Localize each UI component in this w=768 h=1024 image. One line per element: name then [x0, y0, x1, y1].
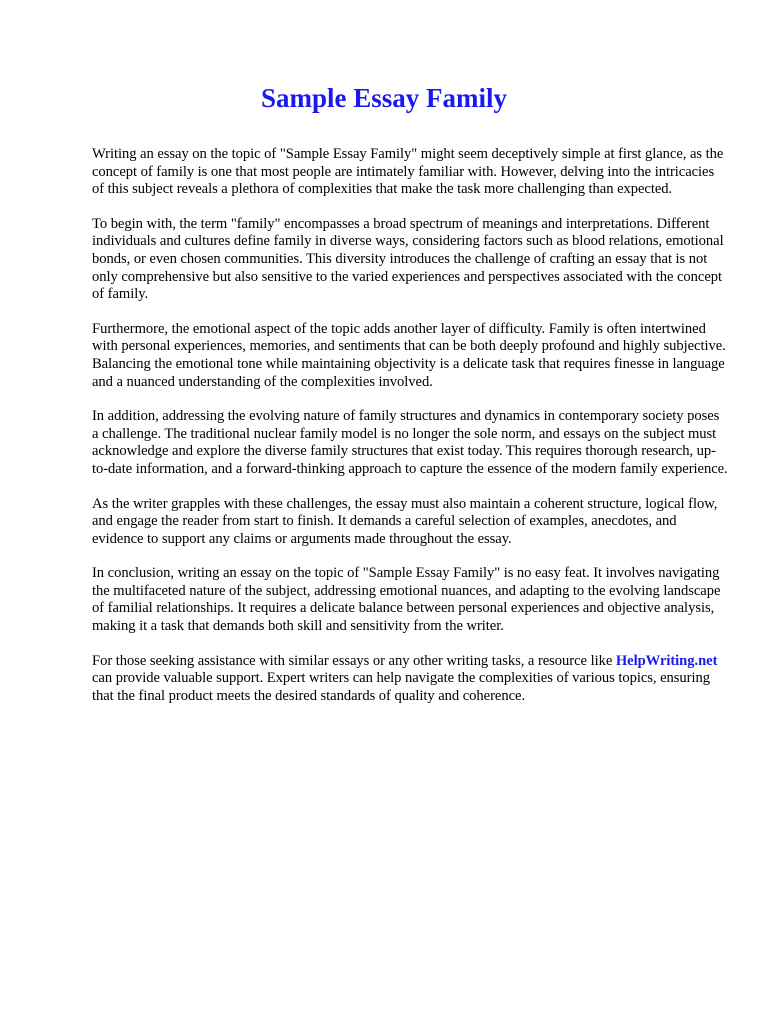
paragraph-7	[92, 653, 728, 706]
paragraph-3: Furthermore, the emotional aspect of the topic adds another layer of difficulty. Family is often intertwined with personal experiences, memories, and sentiments that can be both deeply profound and highly subjective. Balancing the emotional tone while maintaining objectivity is a delicate task that requires finesse in language and a nuanced understanding of the complexities involved.	[92, 320, 726, 390]
paragraph-7-rest: can provide valuable support. Expert writers can help navigate the complexities of various topics, ensuring that the final product meets the desired standards of quality and coherence.	[92, 670, 710, 704]
paragraph-4: In addition, addressing the evolving nature of family structures and dynamics in contemporary society poses a challenge. The traditional nuclear family model is no longer the sole norm, and essays on the subject must acknowledge and explore the diverse family structures that exist today. This requires thorough research, up-to-date information, and a forward-thinking approach to capture the essence of the modern family experience.	[92, 408, 728, 477]
paragraph-2: To begin with, the term "family" encompasses a broad spectrum of meanings and interpretations. Different individuals and cultures define family in diverse ways, considering factors such as blood relations, emotional bonds, or even chosen communities. This diversity introduces the challenge of crafting an essay that is not only comprehensive but also sensitive to the varied experiences and perspectives associated with the concept of family.	[92, 215, 724, 303]
page-title: Sample Essay Family	[260, 83, 508, 113]
paragraph-5: As the writer grapples with these challenges, the essay must also maintain a coherent structure, logical flow, and engage the reader from start to finish. It demands a careful selection of examples, anecdotes, and evidence to support any claims or arguments made throughout the essay.	[92, 495, 718, 547]
paragraph-6: In conclusion, writing an essay on the topic of "Sample Essay Family" is no easy feat. It involves navigating the multifaceted nature of the subject, addressing emotional nuances, and adapting to the evolving landscape of familial relationships. It requires a delicate balance between personal experiences and objective analysis, making it a task that demands both skill and sensitivity from the writer.	[92, 565, 721, 635]
paragraph-7-intro: For those seeking assistance with similar essays or any other writing tasks, a resource like	[92, 652, 616, 669]
paragraph-1: Writing an essay on the topic of "Sample Essay Family" might seem deceptively simple at first glance, as the concept of family is one that most people are intimately familiar with. However, delving into the intricacies of this subject reveals a plethora of complexities that make the task more challenging than expected.	[92, 146, 724, 198]
essay-body	[92, 146, 728, 722]
helpwriting-link[interactable]: HelpWriting.net	[615, 652, 718, 669]
